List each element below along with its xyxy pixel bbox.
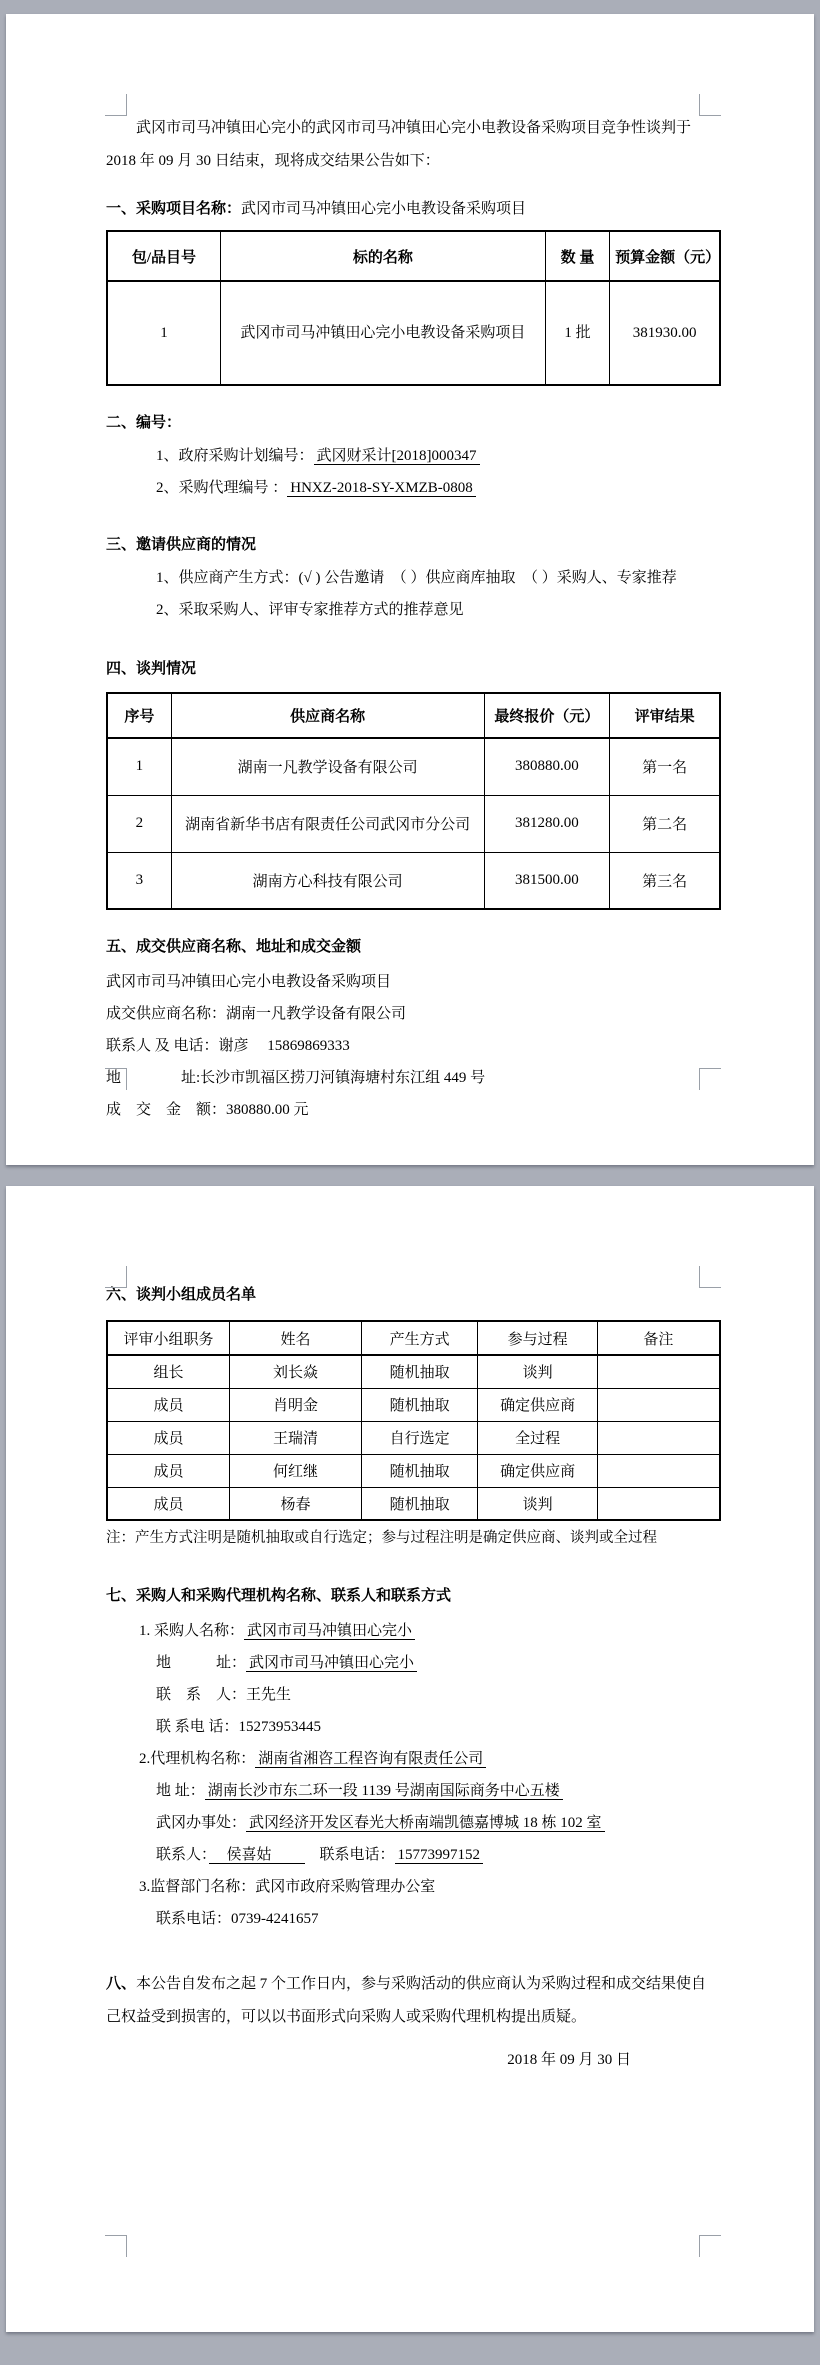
table-cell: 第三名 [610,852,720,909]
table-cell: 谈判 [478,1487,598,1520]
margin-corner-mark [699,2235,721,2257]
table-header-cell: 评审结果 [610,693,720,738]
plan-number-value: 武冈财采计[2018]000347 [314,448,480,465]
buyer-phone-value: 15273953445 [238,1719,322,1735]
agency-number-line [156,474,721,502]
award-amount-label: 成 交 金 额： [106,1102,227,1118]
table-row [107,795,720,852]
document-page-2 [6,1186,814,2332]
supervisor-phone-value: 0739-4241657 [231,1911,319,1927]
table-header-cell: 标的名称 [220,231,545,281]
supervisor-name-line [139,1873,721,1901]
agency-address-value: 湖南长沙市东二环一段 1139 号湖南国际商务中心五楼 [205,1783,563,1800]
table-cell: 随机抽取 [361,1454,477,1487]
table-cell: 成员 [107,1487,230,1520]
agency-phone-label: 联系电话： [304,1847,395,1863]
table-cell: 成员 [107,1421,230,1454]
section1-label: 一、采购项目名称： [106,200,242,217]
award-supplier-line [106,1000,721,1028]
table-cell: 杨春 [230,1487,362,1520]
table-cell: 湖南方心科技有限公司 [171,852,484,909]
table-row [107,1487,720,1520]
agency-contact-label: 联系人： [156,1847,209,1863]
agency-contact-value: 侯喜姑 [209,1847,305,1864]
table-cell [597,1487,720,1520]
award-address-value: 长沙市凯福区捞刀河镇海塘村东江组 449 号 [200,1070,486,1086]
table-header-row [107,1321,720,1355]
table-cell: 湖南一凡教学设备有限公司 [171,738,484,795]
buyer-contact-label: 联 系 人： [156,1687,247,1703]
section8-text: 本公告自发布之起 7 个工作日内，参与采购活动的供应商认为采购过程和成交结果使自己权益受到损害的，可以以书面形式向采购人或采购代理机构提出质疑。 [106,1976,707,2025]
buyer-phone-line [156,1713,721,1741]
award-supplier-label: 成交供应商名称： [106,1006,227,1022]
table-cell: 王瑞清 [230,1421,362,1454]
award-amount-line [106,1096,721,1124]
award-contact-label: 联系人 及 电话： [106,1038,219,1054]
award-amount-value: 380880.00 元 [226,1102,309,1118]
table-header-cell: 预算金额（元） [610,231,720,281]
table-cell: 成员 [107,1388,230,1421]
table-cell: 湖南省新华书店有限责任公司武冈市分公司 [171,795,484,852]
margin-corner-mark [105,94,127,116]
margin-corner-mark [105,2235,127,2257]
margin-corner-mark [699,94,721,116]
table-row [107,738,720,795]
page2-content [6,1186,814,2074]
supplier-method-line: 1、供应商产生方式：(√ ) 公告邀请 （ ）供应商库抽取 （ ）采购人、专家推荐 [156,570,677,586]
table-cell: 随机抽取 [361,1355,477,1388]
supervisor-phone-line [156,1905,721,1933]
table-header-cell: 最终报价（元） [484,693,610,738]
plan-number-label: 1、政府采购计划编号： [156,448,314,464]
table-cell [597,1454,720,1487]
agency-number-label: 2、采购代理编号 ： [156,480,288,496]
table-cell: 1 [107,738,171,795]
buyer-name-label: 1. 采购人名称： [139,1623,245,1639]
table-cell: 第二名 [610,795,720,852]
agency-phone-value: 15773997152 [395,1847,484,1864]
table-header-cell: 包/品目号 [107,231,220,281]
agency-office-label: 武冈办事处： [156,1815,247,1831]
table-header-cell: 参与过程 [478,1321,598,1355]
margin-corner-mark [699,1068,721,1090]
buyer-name-line [139,1617,721,1645]
section4-heading: 四、谈判情况 [106,660,197,677]
table-cell [597,1421,720,1454]
agency-number-value: HNXZ-2018-SY-XMZB-0808 [287,480,476,497]
agency-address-line [156,1777,721,1805]
buyer-address-value: 武冈市司马冲镇田心完小 [246,1655,417,1672]
award-contact-line [106,1032,721,1060]
plan-number-line [156,442,721,470]
table-cell: 肖明金 [230,1388,362,1421]
table-note: 注：产生方式注明是随机抽取或自行选定；参与过程注明是确定供应商、谈判或全过程 [106,1530,657,1546]
section2-heading: 二、编号： [106,414,182,431]
section7-heading: 七、采购人和采购代理机构名称、联系人和联系方式 [106,1587,452,1604]
document-page-1 [6,14,814,1165]
recommendation-line: 2、采取采购人、评审专家推荐方式的推荐意见 [156,602,464,618]
table-row [107,1355,720,1388]
negotiation-result-table [106,692,721,910]
intro-paragraph: 武冈市司马冲镇田心完小的武冈市司马冲镇田心完小电教设备采购项目竞争性谈判于 2018 年 09 月 30 日结束，现将成交结果公告如下： [106,120,692,169]
table-cell: 随机抽取 [361,1487,477,1520]
table-cell: 全过程 [478,1421,598,1454]
supervisor-name-value: 武冈市政府采购管理办公室 [255,1879,436,1895]
table-cell: 380880.00 [484,738,610,795]
buyer-contact-value: 王先生 [246,1687,292,1703]
table-cell: 何红继 [230,1454,362,1487]
table-cell: 2 [107,795,171,852]
agency-contact-line [156,1841,721,1869]
section8-paragraph [106,1967,721,2034]
procurement-item-table [106,230,721,386]
table-cell: 381280.00 [484,795,610,852]
table-cell: 组长 [107,1355,230,1388]
section8-label: 八、 [106,1975,137,1992]
announcement-date: 2018 年 09 月 30 日 [507,2052,631,2068]
table-header-cell: 序号 [107,693,171,738]
table-row [107,1421,720,1454]
table-cell: 3 [107,852,171,909]
table-header-cell: 产生方式 [361,1321,477,1355]
supervisor-phone-label: 联系电话： [156,1911,232,1927]
table-header-cell: 供应商名称 [171,693,484,738]
table-row [107,1388,720,1421]
agency-name-value: 湖南省湘咨工程咨询有限责任公司 [255,1751,486,1768]
table-row [107,281,720,385]
buyer-phone-label: 联 系电 话： [156,1719,239,1735]
award-project-line: 武冈市司马冲镇田心完小电教设备采购项目 [106,974,392,990]
buyer-address-line [156,1649,721,1677]
agency-office-value: 武冈经济开发区春光大桥南端凯德嘉博城 18 栋 102 室 [246,1815,605,1832]
table-header-cell: 姓名 [230,1321,362,1355]
margin-corner-mark [105,1068,127,1090]
table-cell: 成员 [107,1454,230,1487]
section1-value: 武冈市司马冲镇田心完小电教设备采购项目 [241,201,527,217]
table-cell: 第一名 [610,738,720,795]
table-cell: 1 批 [545,281,609,385]
table-cell: 随机抽取 [361,1388,477,1421]
panel-member-table [106,1320,721,1521]
table-cell: 1 [107,281,220,385]
table-cell: 确定供应商 [478,1454,598,1487]
margin-corner-mark [105,1266,127,1288]
table-header-row [107,231,720,281]
buyer-name-value: 武冈市司马冲镇田心完小 [244,1623,415,1640]
agency-address-label: 地 址： [156,1783,205,1799]
table-row [107,1454,720,1487]
table-cell: 武冈市司马冲镇田心完小电教设备采购项目 [220,281,545,385]
buyer-address-label: 地 址： [156,1655,247,1671]
section6-heading: 六、谈判小组成员名单 [106,1286,257,1303]
agency-office-line [156,1809,721,1837]
table-header-cell: 数 量 [545,231,609,281]
award-address-line [106,1064,721,1092]
table-header-cell: 备注 [597,1321,720,1355]
page1-content [6,14,814,1124]
table-cell [597,1355,720,1388]
agency-name-label: 2.代理机构名称： [139,1751,256,1767]
table-cell: 刘长焱 [230,1355,362,1388]
section3-heading: 三、邀请供应商的情况 [106,536,257,553]
table-cell: 确定供应商 [478,1388,598,1421]
table-row [107,852,720,909]
award-supplier-value: 湖南一凡教学设备有限公司 [226,1006,407,1022]
table-cell: 自行选定 [361,1421,477,1454]
award-address-label: 地 址: [106,1070,201,1086]
section5-heading: 五、成交供应商名称、地址和成交金额 [106,938,362,955]
table-cell [597,1388,720,1421]
table-header-cell: 评审小组职务 [107,1321,230,1355]
table-cell: 381930.00 [610,281,720,385]
table-cell: 381500.00 [484,852,610,909]
table-cell: 谈判 [478,1355,598,1388]
agency-name-line [139,1745,721,1773]
margin-corner-mark [699,1266,721,1288]
buyer-contact-line [156,1681,721,1709]
supervisor-name-label: 3.监督部门名称： [139,1879,256,1895]
award-contact-value: 谢彦 15869869333 [218,1038,350,1054]
table-header-row [107,693,720,738]
section1-heading [106,194,721,224]
